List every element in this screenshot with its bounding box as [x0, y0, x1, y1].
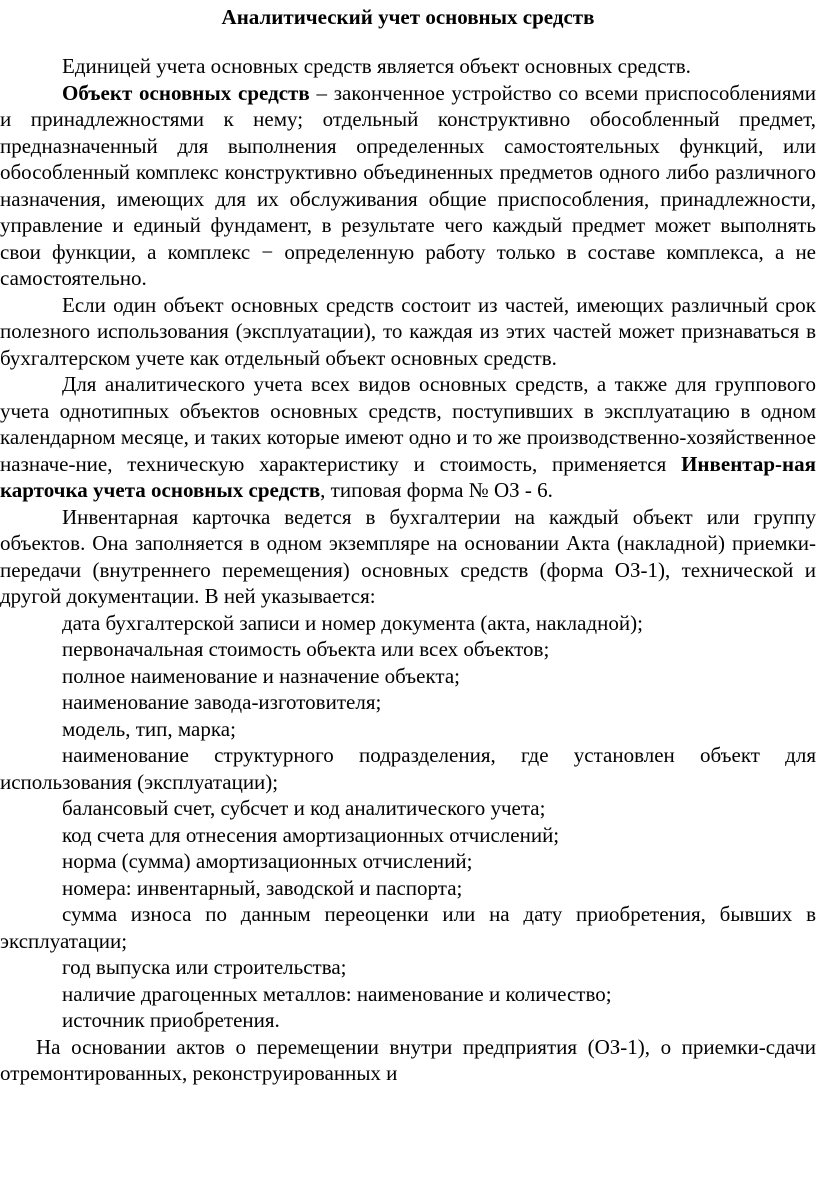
paragraph-transfer-acts: На основании актов о перемещении внутри предприятия (ОЗ-1), о приемки-сдачи отремонтированных, реконструированных и — [0, 1034, 816, 1085]
paragraph-unit-of-account: Единицей учета основных средств является объект основных средств. — [62, 54, 691, 78]
inventory-card-intro-text: Для аналитического учета всех видов основных средств, а также для группового учета однотипных объектов основных средств, поступивших в эксплуатацию в одном календарном месяце, и таких которые имеют одно и то же производственно-хозяйственное назначе-ние, техническую характеристику и стоимость, применяется — [0, 372, 816, 476]
list-item: наименование завода-изготовителя; — [62, 690, 382, 714]
inventory-card-form-text: , типовая форма № ОЗ - 6. — [320, 478, 553, 502]
definition-text: – законченное устройство со всеми приспособлениями и принадлежностями к нему; отдельный конструктивно обособленный предмет, предназначенный для выполнения определенных самостоятельных функций, или обособленный комплекс конструктивно объединенных предметов одного либо различного назначения, имеющих для их обслуживания общие приспособления, принадлежности, управление и единый фундамент, в результате чего каждый предмет может выполнять свои функции, а комплекс − определенную работу только в составе комплекса, а не самостоятельно. — [0, 80, 816, 290]
paragraph-object-definition — [0, 80, 816, 292]
list-item: источник приобретения. — [62, 1008, 280, 1032]
paragraph-inventory-card-contents: Инвентарная карточка ведется в бухгалтерии на каждый объект или группу объектов. Она заполняется в одном экземпляре на основании Акта (накладной) приемки-передачи (внутреннего перемещения) основных средств (форма ОЗ-1), технической и другой документации. В ней указывается: — [0, 504, 816, 608]
paragraph-parts: Если один объект основных средств состоит из частей, имеющих различный срок полезного использования (эксплуатации), то каждая из этих частей может признаваться в бухгалтерском учете как отдельный объект основных средств. — [0, 292, 816, 370]
document-title: Аналитический учет основных средств — [221, 5, 595, 29]
list-item: дата бухгалтерской записи и номер документа (акта, накладной); — [62, 610, 643, 635]
list-item: норма (сумма) амортизационных отчислений; — [62, 849, 473, 873]
list-item: полное наименование и назначение объекта; — [62, 663, 461, 688]
list-item: наличие драгоценных металлов: наименование и количество; — [62, 981, 612, 1006]
term-inventory-card: Инвентар-ная карточка учета основных средств — [0, 451, 816, 502]
list-item: модель, тип, марка; — [62, 716, 236, 741]
list-item: код счета для отнесения амортизационных отчислений; — [62, 822, 560, 847]
list-item: первоначальная стоимость объекта или всех объектов; — [62, 637, 550, 661]
term-object-fixed-assets: Объект основных средств — [62, 80, 310, 105]
list-item: год выпуска или строительства; — [62, 955, 347, 979]
list-item: балансовый счет, субсчет и код аналитического учета; — [62, 796, 546, 820]
paragraph-inventory-card-intro — [0, 371, 816, 504]
list-item: сумма износа по данным переоценки или на дату приобретения, бывших в эксплуатации; — [0, 902, 816, 953]
list-item: наименование структурного подразделения, где установлен объект для использования (эксплуатации); — [0, 743, 816, 794]
list-item: номера: инвентарный, заводской и паспорта; — [62, 875, 463, 900]
